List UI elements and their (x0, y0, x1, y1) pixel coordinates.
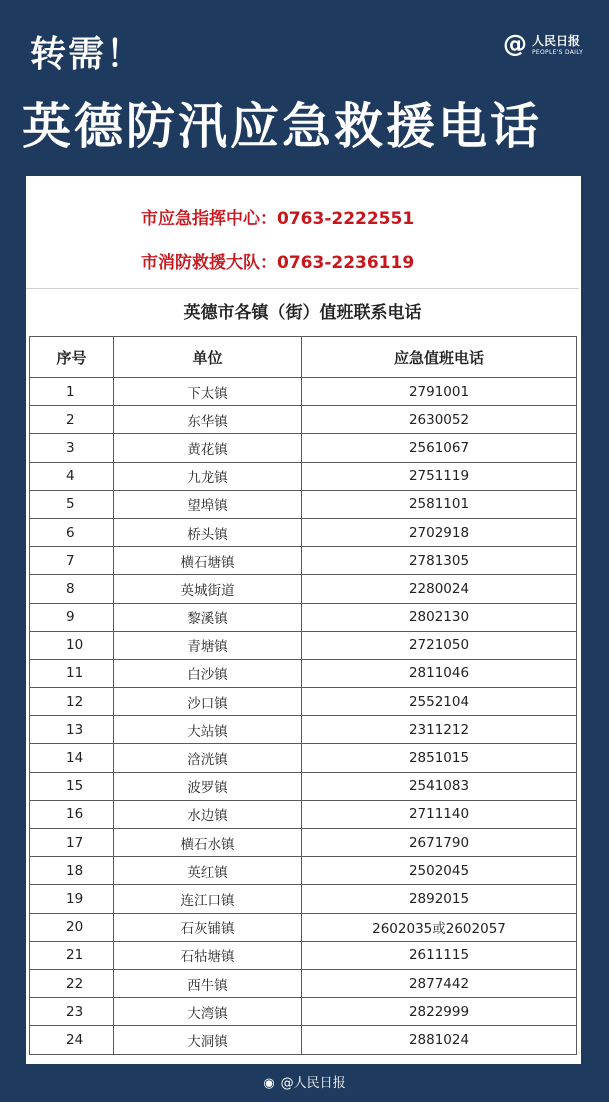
cell-unit: 沙口镇 (114, 688, 302, 716)
cell-unit: 黄花镇 (114, 434, 302, 462)
cell-phone: 2561067 (302, 434, 577, 462)
table-title: 英德市各镇（街）值班联系电话 (26, 288, 579, 337)
header-index: 序号 (30, 337, 114, 378)
cell-phone: 2877442 (302, 969, 577, 997)
cell-unit: 下太镇 (114, 378, 302, 406)
cell-unit: 横石塘镇 (114, 547, 302, 575)
cell-index: 7 (30, 547, 114, 575)
cell-unit: 白沙镇 (114, 659, 302, 687)
footer-handle: @人民日报 (280, 1076, 346, 1091)
cell-unit: 横石水镇 (114, 829, 302, 857)
cell-index: 8 (30, 575, 114, 603)
cell-index: 16 (30, 800, 114, 828)
cell-phone: 2811046 (302, 659, 577, 687)
cell-phone: 2802130 (302, 603, 577, 631)
content-card (26, 176, 581, 1064)
cell-unit: 波罗镇 (114, 772, 302, 800)
cell-unit: 大站镇 (114, 716, 302, 744)
table-row (30, 772, 577, 800)
cell-index: 17 (30, 829, 114, 857)
weibo-icon: ◉ (263, 1076, 275, 1091)
cell-index: 4 (30, 462, 114, 490)
cell-index: 5 (30, 490, 114, 518)
cell-index: 9 (30, 603, 114, 631)
cell-phone: 2311212 (302, 716, 577, 744)
page-title: 英德防汛应急救援电话 (22, 98, 543, 155)
table-header-row (30, 337, 577, 378)
cell-unit: 石牯塘镇 (114, 941, 302, 969)
cell-index: 18 (30, 857, 114, 885)
cell-index: 22 (30, 969, 114, 997)
cell-phone: 2892015 (302, 885, 577, 913)
cell-index: 12 (30, 688, 114, 716)
table-row (30, 406, 577, 434)
cell-unit: 黎溪镇 (114, 603, 302, 631)
cell-index: 11 (30, 659, 114, 687)
cell-phone: 2602035或2602057 (302, 913, 577, 941)
cell-index: 23 (30, 998, 114, 1026)
cell-index: 13 (30, 716, 114, 744)
cell-unit: 九龙镇 (114, 462, 302, 490)
cell-phone: 2781305 (302, 547, 577, 575)
cell-unit: 青塘镇 (114, 631, 302, 659)
cell-index: 21 (30, 941, 114, 969)
cell-unit: 桥头镇 (114, 518, 302, 546)
table-row (30, 857, 577, 885)
table-row (30, 659, 577, 687)
cell-phone: 2751119 (302, 462, 577, 490)
cell-phone: 2711140 (302, 800, 577, 828)
subtitle: 转需！ (30, 34, 145, 75)
table-row (30, 744, 577, 772)
table-row (30, 941, 577, 969)
cell-index: 3 (30, 434, 114, 462)
cell-unit: 西牛镇 (114, 969, 302, 997)
table-row (30, 434, 577, 462)
table-row (30, 829, 577, 857)
cell-phone: 2541083 (302, 772, 577, 800)
cell-phone: 2822999 (302, 998, 577, 1026)
table-row (30, 378, 577, 406)
cell-phone: 2611115 (302, 941, 577, 969)
cell-unit: 大洞镇 (114, 1026, 302, 1054)
cell-unit: 英城街道 (114, 575, 302, 603)
cell-unit: 浛洸镇 (114, 744, 302, 772)
cell-index: 6 (30, 518, 114, 546)
table-row (30, 885, 577, 913)
cell-phone: 2702918 (302, 518, 577, 546)
cell-unit: 连江口镇 (114, 885, 302, 913)
header-unit: 单位 (114, 337, 302, 378)
cell-index: 10 (30, 631, 114, 659)
at-logo-icon: @ (503, 30, 527, 58)
cell-index: 2 (30, 406, 114, 434)
cell-phone: 2791001 (302, 378, 577, 406)
cell-index: 19 (30, 885, 114, 913)
cell-phone: 2721050 (302, 631, 577, 659)
duty-phone-table (29, 336, 577, 1055)
brand-name: 人民日报 (532, 34, 581, 48)
cell-phone: 2552104 (302, 688, 577, 716)
cell-unit: 水边镇 (114, 800, 302, 828)
table-row (30, 490, 577, 518)
cell-phone: 2630052 (302, 406, 577, 434)
cell-unit: 望埠镇 (114, 490, 302, 518)
cell-unit: 大湾镇 (114, 998, 302, 1026)
cell-phone: 2671790 (302, 829, 577, 857)
table-row (30, 518, 577, 546)
cell-index: 14 (30, 744, 114, 772)
cell-phone: 2280024 (302, 575, 577, 603)
table-row (30, 603, 577, 631)
table-row (30, 575, 577, 603)
table-row (30, 800, 577, 828)
table-row (30, 462, 577, 490)
footer (0, 1066, 609, 1102)
cell-phone: 2502045 (302, 857, 577, 885)
brand-name-en: PEOPLE'S DAILY (532, 49, 584, 56)
cell-index: 24 (30, 1026, 114, 1054)
cell-index: 15 (30, 772, 114, 800)
cell-unit: 英红镇 (114, 857, 302, 885)
page-header (0, 0, 609, 175)
table-row (30, 1026, 577, 1054)
cell-phone: 2851015 (302, 744, 577, 772)
table-row (30, 998, 577, 1026)
table-row (30, 688, 577, 716)
cell-phone: 2581101 (302, 490, 577, 518)
cell-index: 20 (30, 913, 114, 941)
hotline-fire-rescue: 市消防救援大队：0763-2236119 (141, 253, 415, 273)
header-phone: 应急值班电话 (302, 337, 577, 378)
brand-watermark (503, 30, 599, 62)
cell-phone: 2881024 (302, 1026, 577, 1054)
hotline-command-center: 市应急指挥中心：0763-2222551 (141, 209, 415, 229)
table-row (30, 716, 577, 744)
cell-unit: 石灰铺镇 (114, 913, 302, 941)
table-row (30, 969, 577, 997)
table-row (30, 547, 577, 575)
cell-index: 1 (30, 378, 114, 406)
table-row (30, 631, 577, 659)
cell-unit: 东华镇 (114, 406, 302, 434)
table-row (30, 913, 577, 941)
